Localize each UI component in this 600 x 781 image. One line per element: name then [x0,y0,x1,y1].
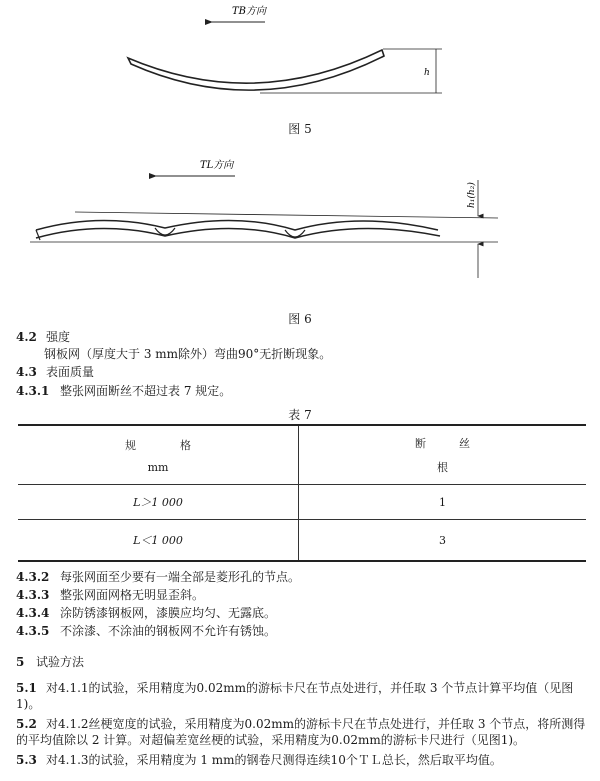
break-header-cell [299,425,587,485]
section-number: 5.2 [16,717,37,731]
section-text: 涂防锈漆钢板网，漆膜应均匀、无露底。 [60,606,277,620]
section-5-heading [16,654,84,670]
section-4-2-heading [16,329,70,345]
section-number: 5.3 [16,753,37,767]
section-4-3-4 [16,605,276,621]
section-number: 4.3.5 [16,624,50,638]
section-4-3-3 [16,587,204,603]
wavy-strip-inner [36,228,440,238]
tb-direction-label: TB方向 [232,6,267,17]
section-4-3-2 [16,569,300,585]
table-7-caption: 表 7 [288,408,312,422]
spec-header: 规 格 [125,438,191,452]
h1-dimension-label: h₁(h₂) [467,182,477,208]
section-text: 整张网面断丝不超过表 7 规定。 [60,384,232,398]
figure-6-caption: 图 6 [288,312,312,326]
section-5-1 [16,680,588,712]
section-text: 对4.1.2丝梗宽度的试验，采用精度为0.02mm的游标卡尺在节点处进行，并任取 3 个节点，将所测得的平均值除以 2 计算。对超偏差宽丝梗的试验，采用精度为0.02mm的游标卡尺进行（见图1)。 [16,717,586,747]
section-number: 4.3.3 [16,588,50,602]
section-text: 对4.1.3的试验，采用精度为 1 mm的钢卷尺测得连续10个ＴＬ总长，然后取平均值。 [46,753,502,767]
section-5-2 [16,716,588,748]
table-row [18,520,586,562]
break-header: 断 丝 [415,437,470,450]
section-title: 试验方法 [36,655,85,669]
section-4-3-5 [16,623,276,639]
break-unit: 根 [437,461,448,474]
section-number: 4.3.2 [16,570,50,584]
top-reference-line [75,212,498,218]
count-cell: 1 [299,485,587,520]
spec-header-cell [18,425,299,485]
spec-cell: L＞1 000 [18,485,299,520]
figure-5-diagram [0,0,600,112]
tl-direction-label: TL方向 [200,160,234,171]
section-text: 整张网面网格无明显歪斜。 [60,588,205,602]
table-7 [18,424,586,562]
section-title: 强度 [46,330,71,344]
section-text: 不涂漆、不涂油的钢板网不允许有锈蚀。 [60,624,277,638]
table-row [18,485,586,520]
count-cell: 3 [299,520,587,562]
figure-5-caption: 图 5 [288,122,312,136]
spec-cell: L＜1 000 [18,520,299,562]
section-number: 4.3 [16,365,37,379]
section-5-3 [16,752,588,768]
section-4-3-1 [16,383,231,399]
section-number: 5 [16,655,25,669]
height-dimension-label: h [424,68,430,78]
spec-unit: mm [147,460,169,474]
curved-plate-outline [128,50,384,90]
section-text: 每张网面至少要有一端全部是菱形孔的节点。 [60,570,301,584]
section-number: 5.1 [16,681,37,695]
section-number: 4.3.1 [16,384,50,398]
figure-6-diagram [0,150,600,300]
section-4-2-body: 钢板网（厚度大于 3 mm除外）弯曲90°无折断现象。 [44,347,332,361]
section-number: 4.3.4 [16,606,50,620]
table-header-row [18,425,586,485]
section-text: 对4.1.1的试验，采用精度为0.02mm的游标卡尺在节点处进行，并任取 3 个节点计算平均值（见图 1)。 [16,681,574,711]
section-4-3-heading [16,364,94,380]
section-title: 表面质量 [46,365,95,379]
section-number: 4.2 [16,330,37,344]
